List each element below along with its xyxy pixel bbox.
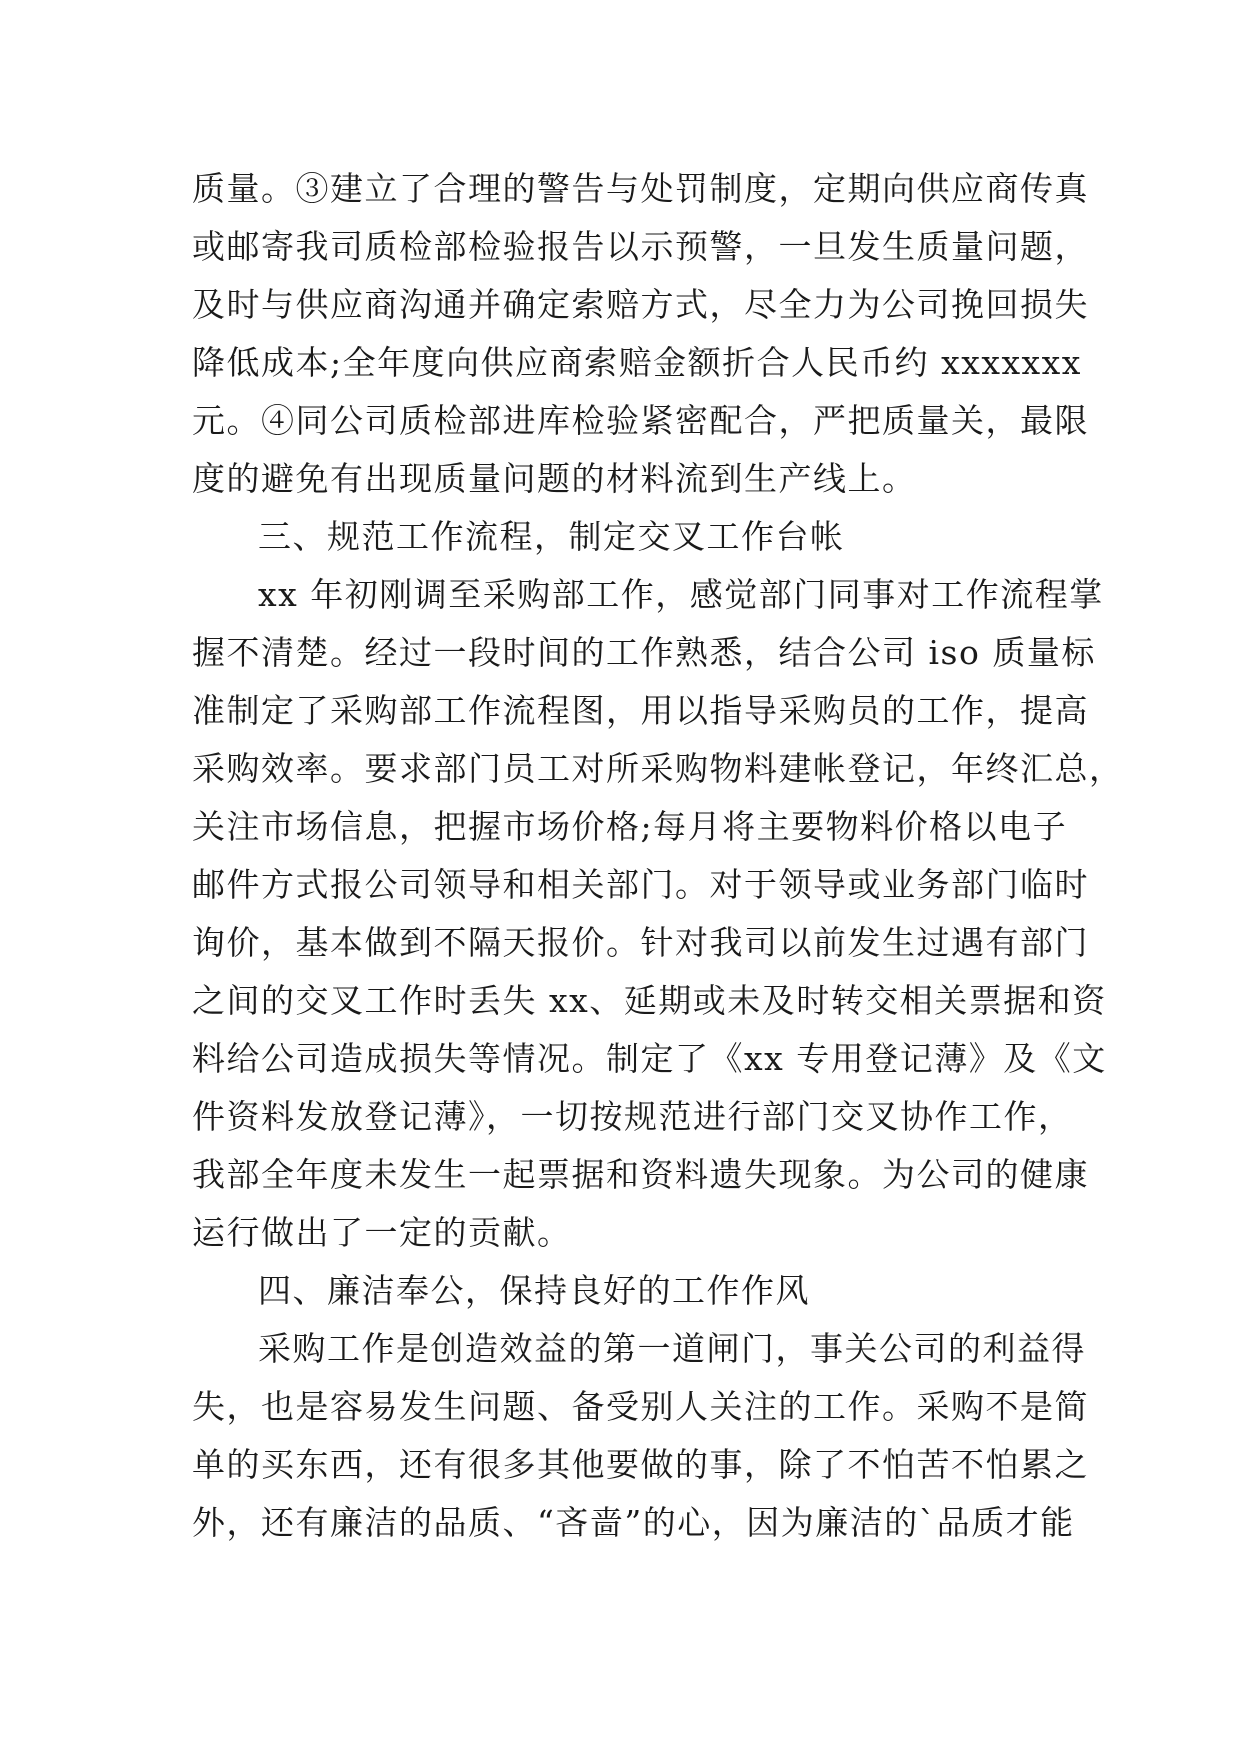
- section-heading: 三、规范工作流程，制定交叉工作台帐: [258, 517, 845, 556]
- text-line: 之间的交叉工作时丢失 xx、延期或未及时转交相关票据和资: [192, 981, 1107, 1020]
- text-line: 准制定了采购部工作流程图，用以指导采购员的工作，提高: [192, 691, 1089, 730]
- text-line: 外，还有廉洁的品质、“吝啬”的心，因为廉洁的`品质才能: [192, 1503, 1075, 1542]
- text-line: 采购效率。要求部门员工对所采购物料建帐登记，年终汇总，: [192, 749, 1124, 788]
- text-line: 询价，基本做到不隔天报价。针对我司以前发生过遇有部门: [192, 923, 1089, 962]
- paragraph-start: 采购工作是创造效益的第一道闸门，事关公司的利益得: [258, 1329, 1086, 1368]
- text-line: 关注市场信息，把握市场价格;每月将主要物料价格以电子: [192, 807, 1068, 846]
- text-line: 料给公司造成损失等情况。制定了《xx 专用登记薄》及《文: [192, 1039, 1107, 1078]
- text-line: 握不清楚。经过一段时间的工作熟悉，结合公司 iso 质量标: [192, 633, 1096, 672]
- document-body: [192, 160, 1124, 1552]
- text-line: 失，也是容易发生问题、备受别人关注的工作。采购不是简: [192, 1387, 1089, 1426]
- text-line: 及时与供应商沟通并确定索赔方式，尽全力为公司挽回损失: [192, 285, 1089, 324]
- text-line: 或邮寄我司质检部检验报告以示预警，一旦发生质量问题，: [192, 227, 1089, 266]
- text-line: 质量。③建立了合理的警告与处罚制度，定期向供应商传真: [192, 169, 1089, 208]
- section-heading: 四、廉洁奉公，保持良好的工作作风: [258, 1271, 810, 1310]
- text-line: 件资料发放登记薄》，一切按规范进行部门交叉协作工作，: [192, 1097, 1073, 1136]
- text-line: 我部全年度未发生一起票据和资料遗失现象。为公司的健康: [192, 1155, 1089, 1194]
- text-line: 降低成本;全年度向供应商索赔金额折合人民币约 xxxxxxx: [192, 343, 1082, 382]
- text-line: 单的买东西，还有很多其他要做的事，除了不怕苦不怕累之: [192, 1445, 1089, 1484]
- text-line: 度的避免有出现质量问题的材料流到生产线上。: [192, 459, 917, 498]
- text-line: 邮件方式报公司领导和相关部门。对于领导或业务部门临时: [192, 865, 1089, 904]
- text-line: 运行做出了一定的贡献。: [192, 1213, 572, 1252]
- text-line: 元。④同公司质检部进库检验紧密配合，严把质量关，最限: [192, 401, 1089, 440]
- paragraph-start: xx 年初刚调至采购部工作，感觉部门同事对工作流程掌: [258, 575, 1104, 614]
